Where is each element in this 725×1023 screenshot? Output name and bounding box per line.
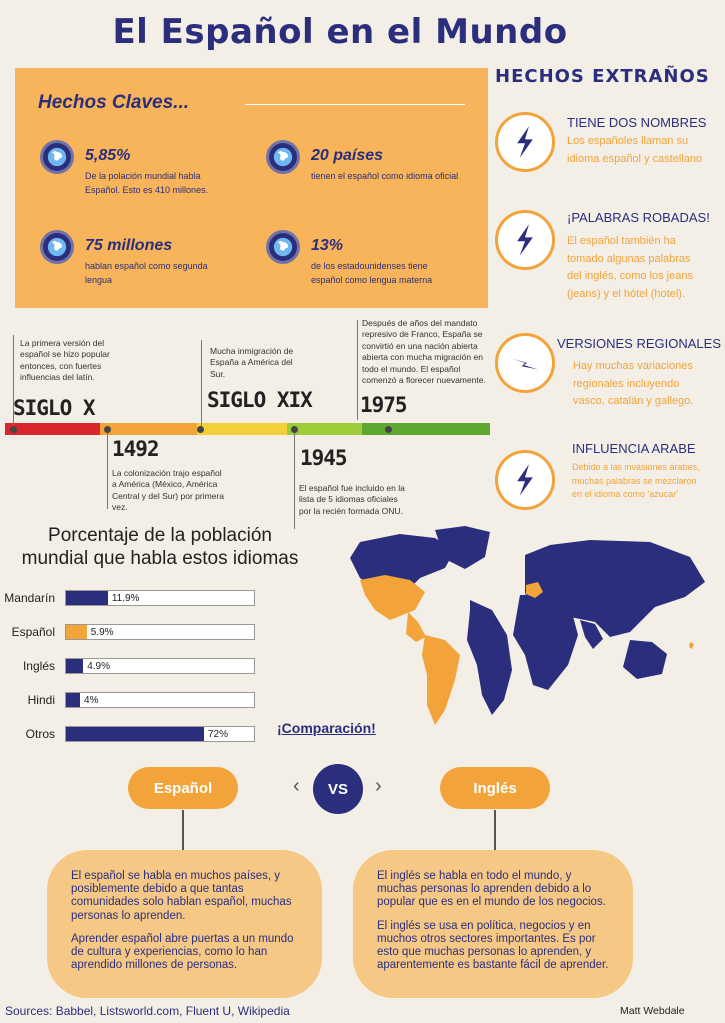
timeline-event-3-label: SIGLO XIX	[207, 388, 312, 412]
lightning-icon	[495, 210, 555, 270]
key-facts-divider	[245, 104, 465, 105]
key-fact-3	[40, 230, 74, 264]
bar-row	[0, 692, 300, 710]
bar-value-label: 72%	[208, 729, 229, 740]
english-paragraph-1: El inglés se habla en todo el mundo, y muchas personas lo aprenden debido a lo popular que es en el mundo de los negocios.	[377, 870, 606, 909]
weird-fact-4-body: Debido a las invasiones árabes, muchas palabras se mezclaron en el idioma como 'azucar'	[572, 462, 700, 499]
timeline-connector	[294, 429, 295, 529]
key-fact-1-head: 5,85%	[85, 147, 131, 164]
timeline-event-1-label: SIGLO X	[13, 396, 95, 420]
timeline-connector	[201, 340, 202, 427]
connector-line	[494, 810, 496, 855]
lightning-icon	[495, 333, 555, 393]
timeline-event-5-text: Después de años del mandato represivo de Franco, España se convirtió en una nación abierta abierta con mucha migración en todo el mundo. El español comenzó a florecer nuevamente.	[362, 318, 486, 386]
comparison-title: ¡Comparación!	[277, 720, 376, 736]
timeline-event-1-text: La primera versión del español se hizo popular entonces, con fuertes influencias del latín.	[20, 338, 110, 383]
key-fact-2-head: 20 países	[311, 147, 384, 164]
lightning-icon	[495, 450, 555, 510]
globe-icon	[266, 230, 300, 264]
key-facts-title: Hechos Claves...	[38, 92, 190, 113]
weird-facts-title: HECHOS EXTRAÑOS	[495, 66, 710, 87]
lightning-icon	[495, 112, 555, 172]
timeline-event-5-label: 1975	[360, 393, 407, 417]
spanish-paragraph-2: Aprender español abre puertas a un mundo de cultura y experiencias, como lo han aprendido millones de personas.	[71, 932, 294, 972]
bar-track	[65, 590, 255, 606]
weird-fact-1-body: Los españoles llaman su idioma español y castellano	[567, 135, 703, 165]
author-text: Matt Webdale	[620, 1005, 685, 1017]
weird-fact-4-head: INFLUENCIA ARABE	[572, 441, 696, 456]
bar	[66, 591, 108, 605]
weird-fact-2-head: ¡PALABRAS ROBADAS!	[567, 210, 710, 225]
chevron-right-icon[interactable]: ›	[375, 775, 382, 797]
timeline-event-3-text: Mucha inmigración de España a América del Sur.	[210, 346, 294, 379]
globe-icon	[40, 140, 74, 174]
bar-category-label: Otros	[25, 727, 55, 741]
timeline-marker	[104, 426, 111, 433]
weird-fact-2-body: El español también ha tomado algunas palabras del inglés, como los jeans (jeans) y el hótel (hotel).	[567, 235, 693, 300]
key-fact-4-body: de los estadounidenses tiene español como lengua materna	[311, 261, 433, 285]
key-fact-3-body: hablan español como segunda lengua	[85, 261, 208, 285]
key-fact-1-body: De la polación mundial habla Español. Esto es 410 millones.	[85, 171, 209, 195]
bar-value-label: 4%	[84, 695, 99, 706]
bar	[66, 659, 83, 673]
key-fact-1	[40, 140, 74, 174]
chart-title: Porcentaje de la población mundial que habla estos idiomas	[21, 525, 299, 569]
key-fact-2	[266, 140, 300, 174]
bar-category-label: Inglés	[22, 659, 55, 673]
timeline-event-4-text: El español fue incluido en la lista de 5 idiomas oficiales por la recién formada ONU.	[299, 483, 405, 516]
key-fact-2-body: tienen el español como idioma oficial	[311, 171, 459, 181]
english-description-box	[353, 850, 633, 998]
bar-row	[0, 658, 300, 676]
globe-icon	[40, 230, 74, 264]
key-fact-3-head: 75 millones	[85, 237, 173, 254]
bar	[66, 625, 87, 639]
timeline-event-2-label: 1492	[112, 437, 159, 461]
world-map	[330, 520, 722, 730]
connector-line	[182, 810, 184, 855]
bar-category-label: Español	[11, 625, 55, 639]
key-fact-4-head: 13%	[311, 237, 344, 254]
timeline-connector	[107, 429, 108, 509]
spanish-description-box	[47, 850, 322, 998]
language-bar-chart	[0, 590, 300, 750]
chevron-left-icon[interactable]: ‹	[293, 775, 300, 797]
timeline-marker	[385, 426, 392, 433]
timeline-marker	[197, 426, 204, 433]
key-fact-4	[266, 230, 300, 264]
timeline-bar	[5, 423, 490, 435]
spanish-pill: Español	[128, 767, 238, 809]
bar-category-label: Mandarín	[4, 591, 55, 605]
page-title: El Español en el Mundo	[112, 12, 568, 52]
timeline-event-2-text: La colonización trajo español a América (México, América Central y del Sur) por primera vez.	[112, 468, 224, 513]
bar-row	[0, 590, 300, 608]
weird-fact-3-head: VERSIONES REGIONALES	[557, 336, 721, 351]
bar-category-label: Hindi	[27, 693, 55, 707]
weird-fact-1-head: TIENE DOS NOMBRES	[567, 115, 707, 130]
vs-badge: VS	[313, 764, 363, 814]
timeline-marker	[10, 426, 17, 433]
bar-value-label: 11.9%	[111, 593, 140, 604]
bar-row	[0, 624, 300, 642]
english-paragraph-2: El inglés se usa en política, negocios y en muchos otros sectores importantes. Es por esto que muchas personas lo aprenden, y aparentemente es bastante fácil de aprender.	[377, 919, 609, 972]
sources-text: Sources: Babbel, Listsworld.com, Fluent U, Wikipedia	[5, 1004, 290, 1018]
weird-fact-3-body: Hay muchas variaciones regionales incluyendo vasco, catalán y gallego.	[573, 360, 694, 408]
english-pill: Inglés	[440, 767, 550, 809]
timeline-marker	[291, 426, 298, 433]
bar	[66, 693, 80, 707]
timeline-connector	[357, 320, 358, 420]
spanish-paragraph-1: El español se habla en muchos países, y posiblemente debido a que tantas comunidades solo hablan español, muchas personas lo aprenden.	[71, 870, 292, 922]
globe-icon	[266, 140, 300, 174]
timeline-event-4-label: 1945	[300, 446, 347, 470]
bar-value-label: 5.9%	[90, 627, 114, 638]
bar-row	[0, 726, 300, 744]
bar-value-label: 4.9%	[87, 661, 111, 672]
bar	[66, 727, 204, 741]
